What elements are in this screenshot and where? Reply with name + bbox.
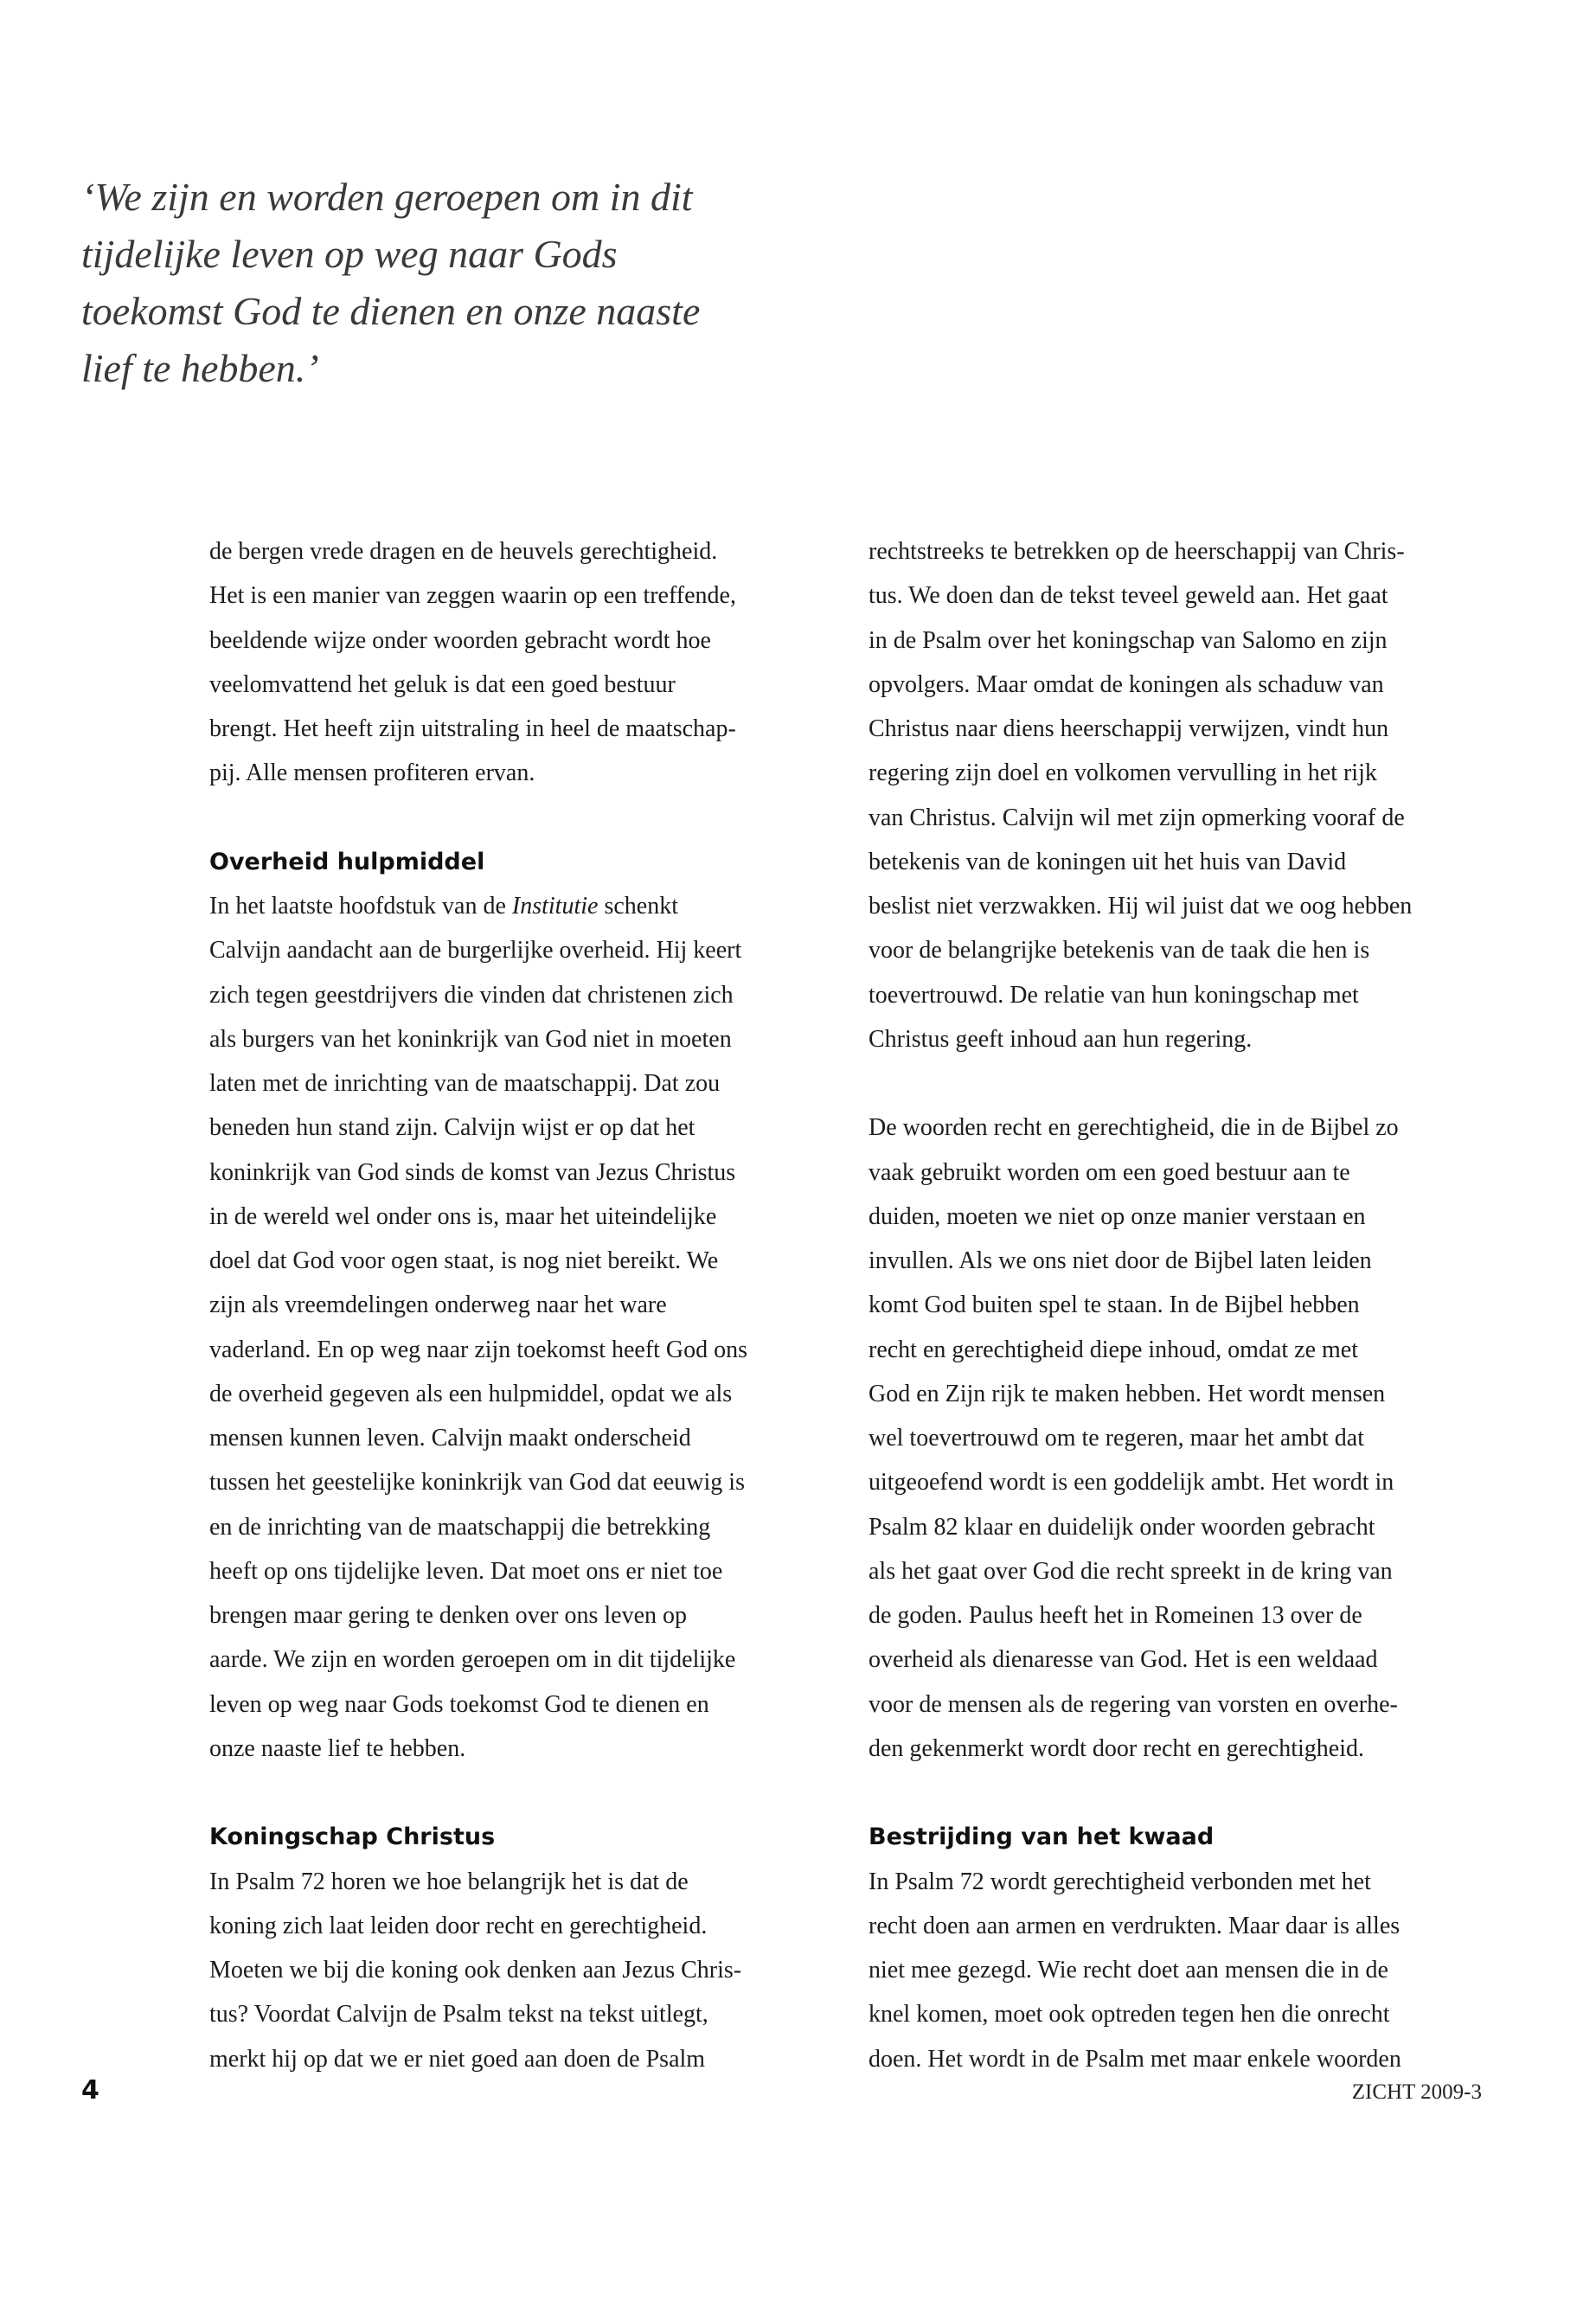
text-line: In Psalm 72 horen we hoe belangrijk het is dat de — [209, 1868, 689, 1895]
section-overheid-body — [209, 884, 815, 1771]
paragraph-spacer — [869, 1061, 1474, 1106]
text-line: van Christus. Calvijn wil met zijn opmerking vooraf de — [869, 804, 1405, 831]
text-line: als het gaat over God die recht spreekt in de kring van — [869, 1557, 1393, 1585]
text-line: doel dat God voor ogen staat, is nog niet bereikt. We — [209, 1247, 719, 1274]
text-line: recht doen aan armen en verdrukten. Maar daar is alles — [869, 1912, 1401, 1939]
text-line: vaderland. En op weg naar zijn toekomst heeft God ons — [209, 1336, 748, 1363]
text-line: recht en gerechtigheid diepe inhoud, omdat ze met — [869, 1336, 1359, 1363]
paragraph-spacer — [869, 1771, 1474, 1815]
pull-quote — [81, 169, 825, 397]
text-line: wel toevertrouwd om te regeren, maar het ambt dat — [869, 1425, 1364, 1452]
intro-paragraph — [209, 529, 815, 796]
section-koningschap-body — [209, 1860, 815, 2081]
text-line: veelomvattend het geluk is dat een goed bestuur — [209, 670, 676, 698]
text-line: komt God buiten spel te staan. In de Bijbel hebben — [869, 1292, 1360, 1319]
paragraph-spacer — [209, 796, 815, 840]
text-line: uitgeoefend wordt is een goddelijk ambt. Het wordt in — [869, 1469, 1394, 1497]
text-line: Moeten we bij die koning ook denken aan Jezus Chris- — [209, 1957, 742, 1984]
text-line: niet mee gezegd. Wie recht doet aan mensen die in de — [869, 1957, 1388, 1984]
left-column — [209, 529, 815, 2081]
text-line: in de wereld wel onder ons is, maar het uiteindelijke — [209, 1202, 717, 1230]
text-line: de bergen vrede dragen en de heuvels gerechtigheid. — [209, 538, 718, 565]
text-line: Christus geeft inhoud aan hun regering. — [869, 1025, 1253, 1053]
text-line — [209, 884, 815, 928]
text-line: beeldende wijze onder woorden gebracht wordt hoe — [209, 626, 711, 654]
section-heading-koningschap-christus: Koningschap Christus — [209, 1823, 496, 1851]
text-line: en de inrichting van de maatschappij die betrekking — [209, 1513, 711, 1541]
text-fragment: In het laatste hoofdstuk van de — [209, 893, 512, 920]
text-line: aarde. We zijn en worden geroepen om in dit tijdelijke — [209, 1646, 736, 1674]
section-heading-overheid-hulpmiddel: Overheid hulpmiddel — [209, 848, 485, 875]
text-line: rechtstreeks te betrekken op de heerschappij van Chris- — [869, 538, 1405, 565]
text-line: beslist niet verzwakken. Hij wil juist dat we oog hebben — [869, 893, 1413, 920]
text-line: Calvijn aandacht aan de burgerlijke overheid. Hij keert — [209, 937, 742, 965]
text-line: brengen maar gering te denken over ons leven op — [209, 1602, 688, 1629]
pull-quote-line: tijdelijke leven op weg naar Gods — [81, 232, 618, 276]
text-line: duiden, moeten we niet op onze manier verstaan en — [869, 1202, 1366, 1230]
text-line: tus? Voordat Calvijn de Psalm tekst na tekst uitlegt, — [209, 2001, 708, 2029]
text-line: De woorden recht en gerechtigheid, die in de Bijbel zo — [869, 1114, 1399, 1142]
text-line: In Psalm 72 wordt gerechtigheid verbonden met het — [869, 1868, 1371, 1895]
text-line: merkt hij op dat we er niet goed aan doen de Psalm — [209, 2045, 706, 2073]
text-line: betekenis van de koningen uit het huis van David — [869, 848, 1347, 875]
text-line: tus. We doen dan de tekst teveel geweld aan. Het gaat — [869, 582, 1388, 610]
text-line: overheid als dienaresse van God. Het is een weldaad — [869, 1646, 1378, 1674]
text-line: den gekenmerkt wordt door recht en gerechtigheid. — [869, 1734, 1365, 1762]
text-line: leven op weg naar Gods toekomst God te dienen en — [209, 1690, 709, 1718]
text-line: beneden hun stand zijn. Calvijn wijst er op dat het — [209, 1114, 695, 1142]
text-line: Het is een manier van zeggen waarin op een treffende, — [209, 582, 736, 610]
text-line: mensen kunnen leven. Calvijn maakt onderscheid — [209, 1425, 691, 1452]
book-title-institutie: Institutie — [511, 893, 599, 920]
text-line: pij. Alle mensen profiteren ervan. — [209, 760, 535, 787]
text-line: tussen het geestelijke koninkrijk van God dat eeuwig is — [209, 1469, 745, 1497]
text-line: voor de belangrijke betekenis van de taak die hen is — [869, 937, 1370, 965]
pull-quote-line: toekomst God te dienen en onze naaste — [81, 289, 701, 333]
section-bestrijding-body — [869, 1860, 1474, 2081]
text-line: toevertrouwd. De relatie van hun koningschap met — [869, 981, 1359, 1009]
text-fragment: schenkt — [598, 893, 678, 920]
text-line: koninkrijk van God sinds de komst van Jezus Christus — [209, 1158, 736, 1186]
paragraph-spacer — [209, 1771, 815, 1815]
page-number: 4 — [81, 2075, 99, 2106]
text-line: Christus naar diens heerschappij verwijzen, vindt hun — [869, 715, 1389, 742]
text-line: knel komen, moet ook optreden tegen hen die onrecht — [869, 2001, 1390, 2029]
text-line: voor de mensen als de regering van vorsten en overhe- — [869, 1690, 1398, 1718]
text-line: in de Psalm over het koningschap van Salomo en zijn — [869, 626, 1388, 654]
right-column — [869, 529, 1474, 2081]
text-line: de overheid gegeven als een hulpmiddel, opdat we als — [209, 1380, 733, 1407]
continuation-paragraph — [869, 529, 1474, 1061]
recht-gerechtigheid-paragraph — [869, 1106, 1474, 1771]
text-line: heeft op ons tijdelijke leven. Dat moet ons er niet toe — [209, 1557, 723, 1585]
pull-quote-line: ‘We zijn en worden geroepen om in dit — [81, 175, 693, 219]
section-heading-bestrijding-van-het-kwaad: Bestrijding van het kwaad — [869, 1823, 1215, 1851]
pull-quote-line: lief te hebben.’ — [81, 346, 319, 390]
text-line: opvolgers. Maar omdat de koningen als schaduw van — [869, 670, 1384, 698]
text-line: als burgers van het koninkrijk van God niet in moeten — [209, 1025, 732, 1053]
text-line: vaak gebruikt worden om een goed bestuur aan te — [869, 1158, 1350, 1186]
text-line: zijn als vreemdelingen onderweg naar het ware — [209, 1292, 667, 1319]
text-line: invullen. Als we ons niet door de Bijbel laten leiden — [869, 1247, 1372, 1274]
text-line: God en Zijn rijk te maken hebben. Het wordt mensen — [869, 1380, 1386, 1407]
text-line: brengt. Het heeft zijn uitstraling in heel de maatschap- — [209, 715, 736, 742]
text-line: doen. Het wordt in de Psalm met maar enkele woorden — [869, 2045, 1401, 2073]
journal-issue-label: ZICHT 2009-3 — [1351, 2080, 1482, 2104]
text-line: koning zich laat leiden door recht en gerechtigheid. — [209, 1912, 708, 1939]
text-line: de goden. Paulus heeft het in Romeinen 13 over de — [869, 1602, 1362, 1629]
text-line: regering zijn doel en volkomen vervulling in het rijk — [869, 760, 1377, 787]
text-line: zich tegen geestdrijvers die vinden dat christenen zich — [209, 981, 734, 1009]
text-line: laten met de inrichting van de maatschappij. Dat zou — [209, 1070, 721, 1097]
text-line: Psalm 82 klaar en duidelijk onder woorden gebracht — [869, 1513, 1375, 1541]
text-line: onze naaste lief te hebben. — [209, 1734, 466, 1762]
